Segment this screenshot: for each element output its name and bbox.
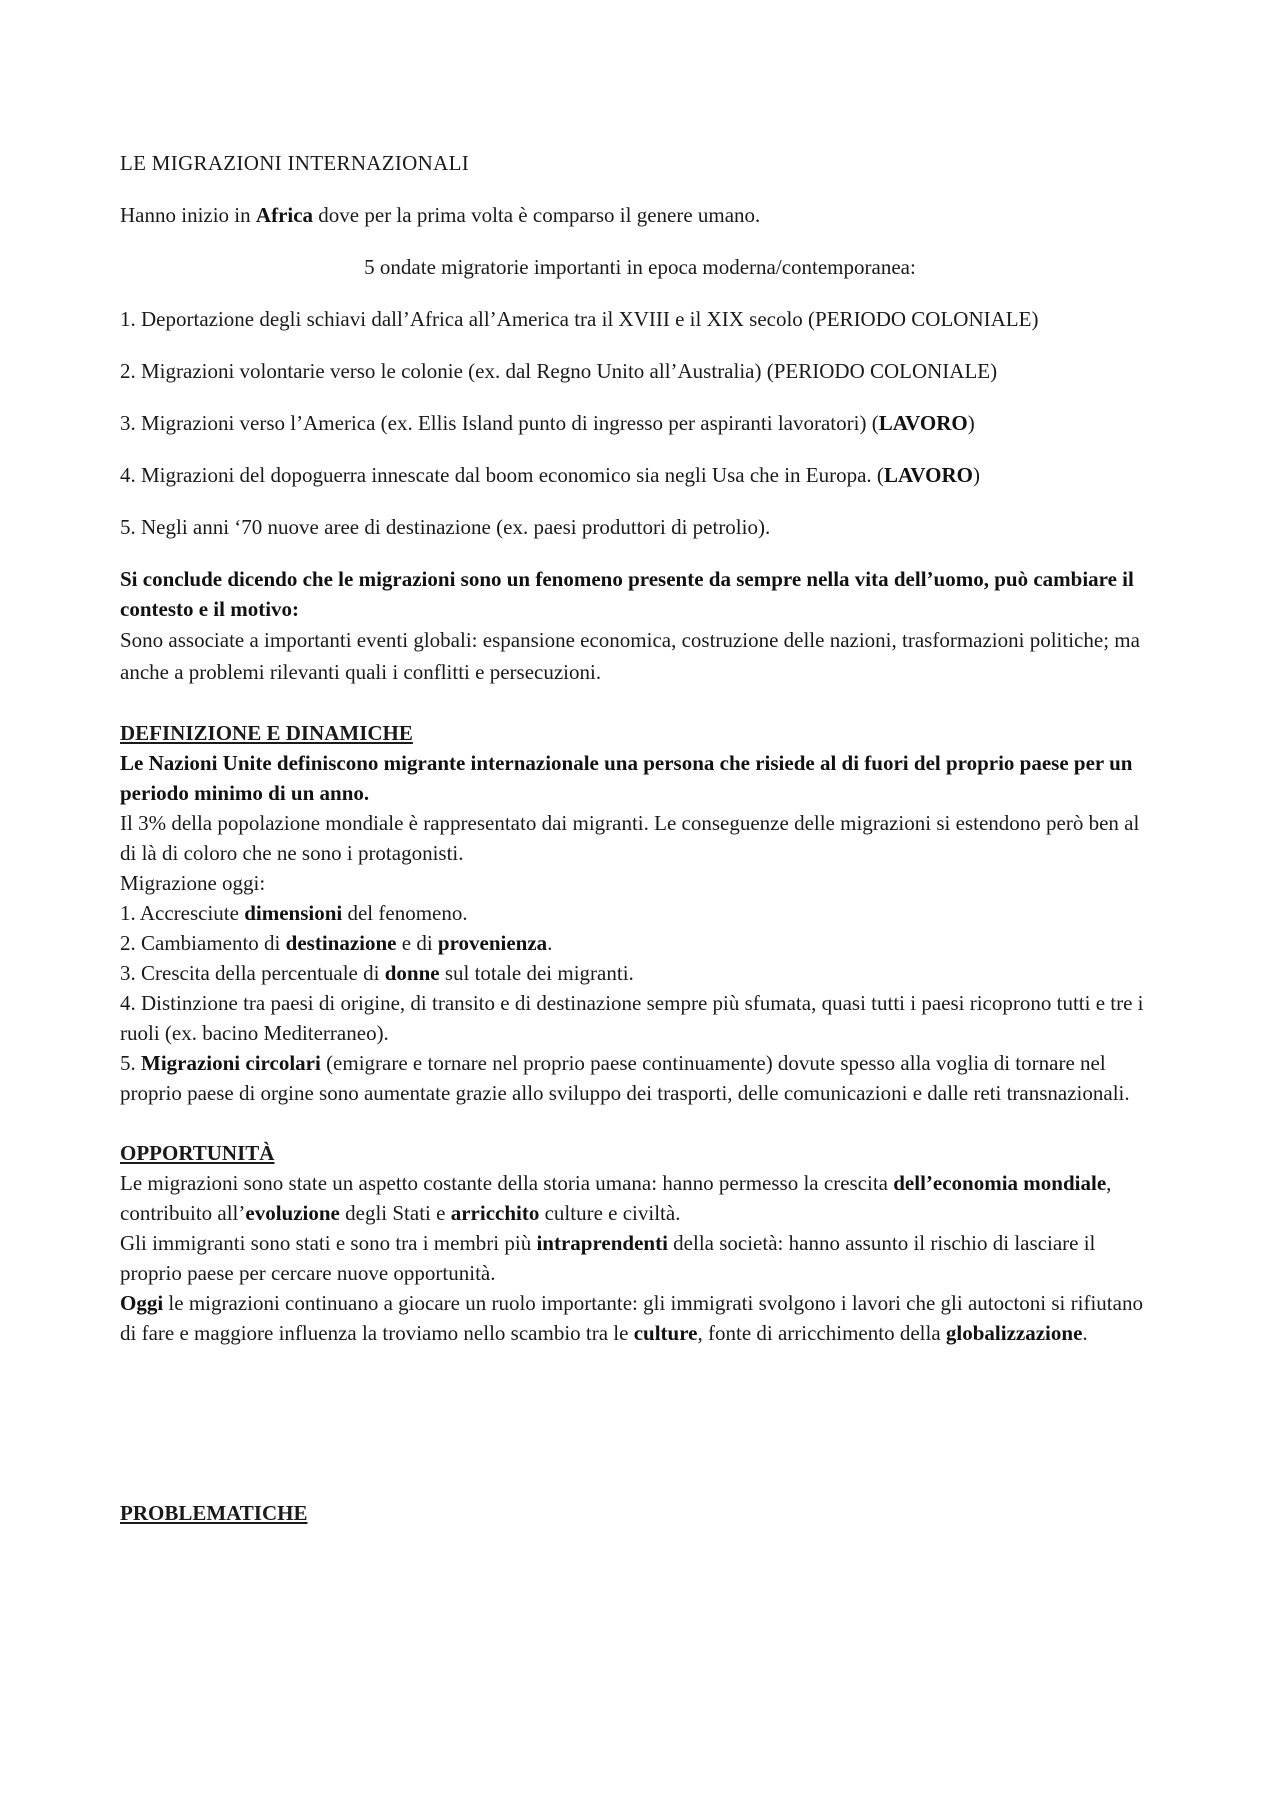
document-title: LE MIGRAZIONI INTERNAZIONALI bbox=[120, 151, 469, 175]
wave-item-1: 1. Deportazione degli schiavi dall’Africa all’America tra il XVIII e il XIX secolo (PERIODO COLONIALE) bbox=[120, 307, 1039, 331]
waves-heading: 5 ondate migratorie importanti in epoca moderna/contemporanea: bbox=[364, 255, 916, 279]
today-item-2: 2. Cambiamento di destinazione e di provenienza. bbox=[120, 931, 553, 955]
spacer bbox=[120, 688, 1160, 718]
today-item-4: 4. Distinzione tra paesi di origine, di transito e di destinazione sempre più sfumata, quasi tutti i paesi ricoprono tutti e tre i ruoli (ex. bacino Mediterraneo). bbox=[120, 991, 1144, 1045]
intro-bold: Africa bbox=[255, 203, 314, 227]
wave-item-4: 4. Migrazioni del dopoguerra innescate dal boom economico sia negli Usa che in Europa. (LAVORO) bbox=[120, 463, 980, 487]
today-item-1: 1. Accresciute dimensioni del fenomeno. bbox=[120, 901, 468, 925]
conclusion-bold: Si conclude dicendo che le migrazioni sono un fenomeno presente da sempre nella vita dell’uomo, può cambiare il contesto e il motivo: bbox=[120, 567, 1134, 621]
intro-paragraph: Hanno inizio in Africa dove per la prima volta è comparso il genere umano. bbox=[120, 203, 761, 227]
wave-item-5: 5. Negli anni ‘70 nuove aree di destinazione (ex. paesi produttori di petrolio). bbox=[120, 515, 771, 539]
wave-item-2: 2. Migrazioni volontarie verso le colonie (ex. dal Regno Unito all’Australia) (PERIODO COLONIALE) bbox=[120, 359, 998, 383]
opportunity-paragraph-2: Gli immigranti sono stati e sono tra i membri più intraprendenti della società: hanno assunto il rischio di lasciare il proprio paese per cercare nuove opportunità. bbox=[120, 1231, 1096, 1285]
section-heading-opportunita: OPPORTUNITÀ bbox=[120, 1141, 275, 1165]
today-item-5: 5. Migrazioni circolari (emigrare e tornare nel proprio paese continuamente) dovute spesso alla voglia di tornare nel proprio paese di orgine sono aumentate grazie allo sviluppo dei trasporti, delle comunicazioni e dalle reti transnazionali. bbox=[120, 1051, 1130, 1105]
definition-bold: Le Nazioni Unite definiscono migrante internazionale una persona che risiede al di fuori del proprio paese per un periodo minimo di un anno. bbox=[120, 751, 1133, 805]
today-item-3: 3. Crescita della percentuale di donne sul totale dei migranti. bbox=[120, 961, 634, 985]
section-heading-problematiche: PROBLEMATICHE bbox=[120, 1501, 308, 1525]
document-page bbox=[120, 148, 1160, 1528]
wave-item-3: 3. Migrazioni verso l’America (ex. Ellis Island punto di ingresso per aspiranti lavoratori) (LAVORO) bbox=[120, 411, 975, 435]
opportunity-paragraph-3: Oggi le migrazioni continuano a giocare un ruolo importante: gli immigrati svolgono i lavori che gli autoctoni si rifiutano di fare e maggiore influenza la troviamo nello scambio tra le culture, fonte di arricchimento della globalizzazione. bbox=[120, 1291, 1143, 1345]
opportunity-paragraph-1: Le migrazioni sono state un aspetto costante della storia umana: hanno permesso la crescita dell’economia mondiale, contribuito all’evoluzione degli Stati e arricchito culture e civiltà. bbox=[120, 1171, 1112, 1225]
section-heading-definizione: DEFINIZIONE E DINAMICHE bbox=[120, 721, 413, 745]
migration-today-label: Migrazione oggi: bbox=[120, 871, 266, 895]
spacer bbox=[120, 1348, 1160, 1498]
spacer bbox=[120, 1108, 1160, 1138]
definition-stat: Il 3% della popolazione mondiale è rappresentato dai migranti. Le conseguenze delle migrazioni si estendono però ben al di là di coloro che ne sono i protagonisti. bbox=[120, 811, 1140, 865]
conclusion-text: Sono associate a importanti eventi globali: espansione economica, costruzione delle nazioni, trasformazioni politiche; ma anche a problemi rilevanti quali i conflitti e persecuzioni. bbox=[120, 628, 1140, 684]
